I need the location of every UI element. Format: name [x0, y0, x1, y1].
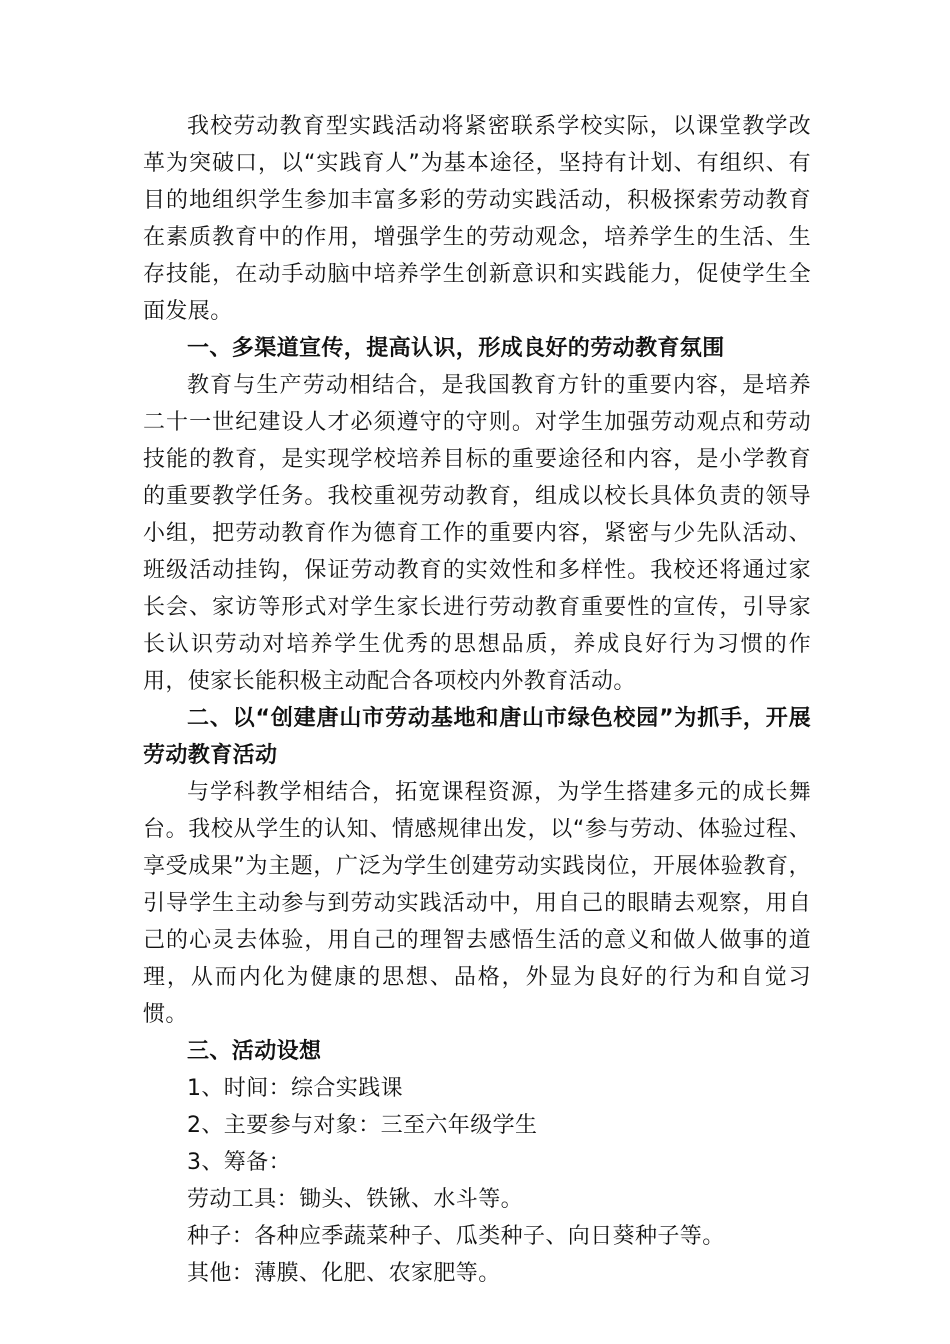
intro-paragraph: 我校劳动教育型实践活动将紧密联系学校实际，以课堂教学改革为突破口，以“实践育人”为基本途径，坚持有计划、有组织、有目的地组织学生参加丰富多彩的劳动实践活动，积极探索劳动教育在素质教育中的作用，增强学生的劳动观念，培养学生的生活、生存技能，在动手动脑中培养学生创新意识和实践能力，促使学生全面发展。	[143, 114, 811, 324]
list-item-preparation: 3、筹备：	[187, 1150, 291, 1175]
list-item-other: 其他：薄膜、化肥、农家肥等。	[187, 1261, 501, 1286]
list-item-tools: 劳动工具：锄头、铁锹、水斗等。	[187, 1187, 524, 1212]
section-1-heading: 一、多渠道宣传，提高认识，形成良好的劳动教育氛围	[187, 336, 725, 361]
section-3-heading: 三、活动设想	[187, 1039, 322, 1064]
section-2-paragraph: 与学科教学相结合，拓宽课程资源，为学生搭建多元的成长舞台。我校从学生的认知、情感规律出发，以“参与劳动、体验过程、享受成果”为主题，广泛为学生创建劳动实践岗位，开展体验教育，引导学生主动参与到劳动实践活动中，用自己的眼睛去观察，用自己的心灵去体验，用自己的理智去感悟生活的意义和做人做事的道理，从而内化为健康的思想、品格，外显为良好的行为和自觉习惯。	[143, 780, 811, 1027]
document-body	[143, 108, 811, 1292]
section-1-paragraph: 教育与生产劳动相结合，是我国教育方针的重要内容，是培养二十一世纪建设人才必须遵守的守则。对学生加强劳动观点和劳动技能的教育，是实现学校培养目标的重要途径和内容，是小学教育的重要教学任务。我校重视劳动教育，组成以校长具体负责的领导小组，把劳动教育作为德育工作的重要内容，紧密与少先队活动、班级活动挂钩，保证劳动教育的实效性和多样性。我校还将通过家长会、家访等形式对学生家长进行劳动教育重要性的宣传，引导家长认识劳动对培养学生优秀的思想品质，养成良好行为习惯的作用，使家长能积极主动配合各项校内外教育活动。	[143, 373, 811, 694]
section-2-heading: 二、以“创建唐山市劳动基地和唐山市绿色校园”为抓手，开展劳动教育活动	[143, 706, 811, 768]
list-item-participants: 2、主要参与对象：三至六年级学生	[187, 1113, 538, 1138]
list-item-time: 1、时间：综合实践课	[187, 1076, 403, 1101]
list-item-seeds: 种子：各种应季蔬菜种子、瓜类种子、向日葵种子等。	[187, 1224, 725, 1249]
